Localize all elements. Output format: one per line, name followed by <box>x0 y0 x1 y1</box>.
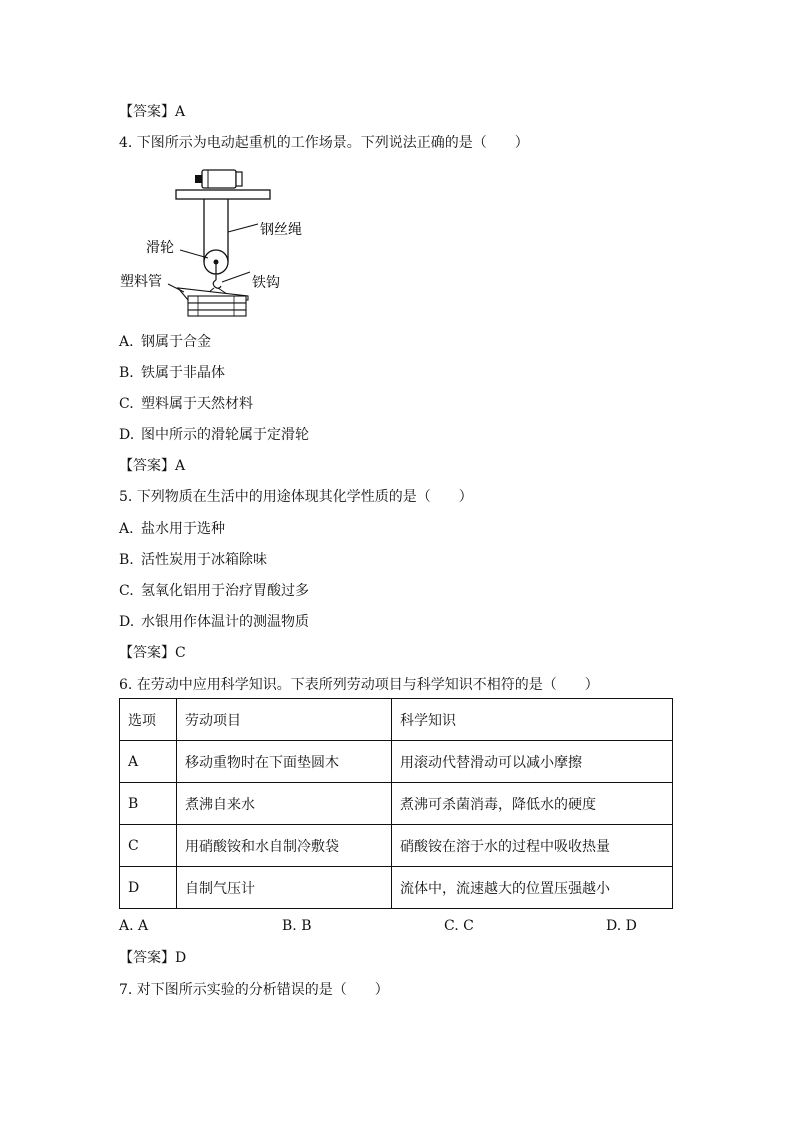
q4-option-d-letter: D. <box>119 427 135 443</box>
q5-option-b <box>119 551 267 569</box>
table-header-option: 选项 <box>120 699 177 741</box>
motor-body <box>202 170 236 188</box>
q5-option-a-letter: A. <box>119 521 134 537</box>
table-row <box>120 741 673 783</box>
q4-option-b-letter: B. <box>119 365 134 381</box>
q4-option-a-letter: A. <box>119 334 134 350</box>
q4-answer: 【答案】A <box>119 458 186 474</box>
table-row <box>120 825 673 867</box>
q5-option-a-text: 盐水用于选种 <box>141 521 225 537</box>
table-cell: 用硝酸铵和水自制冷敷袋 <box>177 825 392 867</box>
pipe-row-2 <box>188 303 246 310</box>
q6-choice-b: B. B <box>282 918 312 934</box>
q4-option-a-text: 钢属于合金 <box>141 334 211 350</box>
table-header-row <box>120 699 673 741</box>
q6-choice-d: D. D <box>606 918 637 934</box>
q4-option-a <box>119 333 211 351</box>
q5-option-b-letter: B. <box>119 552 134 568</box>
q4-option-d <box>119 426 309 444</box>
table-cell: 自制气压计 <box>177 867 392 909</box>
q4-option-d-text: 图中所示的滑轮属于定滑轮 <box>141 427 309 443</box>
pipe-row-3 <box>188 310 246 316</box>
table-cell: C <box>120 825 177 867</box>
q5-option-d <box>119 613 309 631</box>
q5-option-b-text: 活性炭用于冰箱除味 <box>141 552 267 568</box>
q4-option-b <box>119 364 225 382</box>
label-plastic-pipe: 塑料管 <box>120 274 162 290</box>
crane-diagram <box>118 160 318 320</box>
q5-option-c-letter: C. <box>119 583 134 599</box>
table-header-labor: 劳动项目 <box>177 699 392 741</box>
label-pulley: 滑轮 <box>146 240 174 256</box>
q4-option-c-letter: C. <box>119 396 134 412</box>
table-row <box>120 783 673 825</box>
q4-stem: 4. 下图所示为电动起重机的工作场景。下列说法正确的是（ ） <box>119 135 529 151</box>
crane-figure <box>118 160 318 320</box>
label-wire: 钢丝绳 <box>260 222 302 238</box>
table-cell: 煮沸自来水 <box>177 783 392 825</box>
motor-shaft <box>195 175 202 183</box>
q6-answer: 【答案】D <box>119 950 187 966</box>
table-cell: 煮沸可杀菌消毒，降低水的硬度 <box>392 783 673 825</box>
q5-stem: 5. 下列物质在生活中的用途体现其化学性质的是（ ） <box>119 489 473 505</box>
q5-answer: 【答案】C <box>119 645 186 661</box>
q6-stem: 6. 在劳动中应用科学知识。下表所列劳动项目与科学知识不相符的是（ ） <box>119 677 599 693</box>
leader-wire <box>228 224 258 232</box>
answer-prev: 【答案】A <box>119 104 186 120</box>
q6-choice-a: A. A <box>119 918 149 934</box>
table-cell: 移动重物时在下面垫圆木 <box>177 741 392 783</box>
q4-option-c-text: 塑料属于天然材料 <box>141 396 253 412</box>
q5-option-c <box>119 582 309 600</box>
q6-choices <box>0 918 794 936</box>
hook-curve <box>213 280 221 288</box>
motor-cap <box>236 172 242 186</box>
q4-option-b-text: 铁属于非晶体 <box>141 365 225 381</box>
table-cell: 硝酸铵在溶于水的过程中吸收热量 <box>392 825 673 867</box>
table-cell: A <box>120 741 177 783</box>
q5-option-d-text: 水银用作体温计的测温物质 <box>141 614 309 630</box>
q6-table <box>119 698 673 909</box>
table-cell: D <box>120 867 177 909</box>
table-cell: 用滚动代替滑动可以减小摩擦 <box>392 741 673 783</box>
table-cell: 流体中，流速越大的位置压强越小 <box>392 867 673 909</box>
q5-option-c-text: 氢氧化铝用于治疗胃酸过多 <box>141 583 309 599</box>
q6-choice-c: C. C <box>444 918 474 934</box>
pulley-axle <box>214 260 219 265</box>
table-cell: B <box>120 783 177 825</box>
q7-stem: 7. 对下图所示实验的分析错误的是（ ） <box>119 982 389 998</box>
label-hook: 铁钩 <box>252 275 280 291</box>
table-header-knowledge: 科学知识 <box>392 699 673 741</box>
q5-option-d-letter: D. <box>119 614 135 630</box>
pipe-row-1 <box>188 296 246 303</box>
q5-option-a <box>119 520 225 538</box>
table-row <box>120 867 673 909</box>
top-plate <box>176 190 270 199</box>
q4-option-c <box>119 395 253 413</box>
leader-hook <box>222 272 250 282</box>
